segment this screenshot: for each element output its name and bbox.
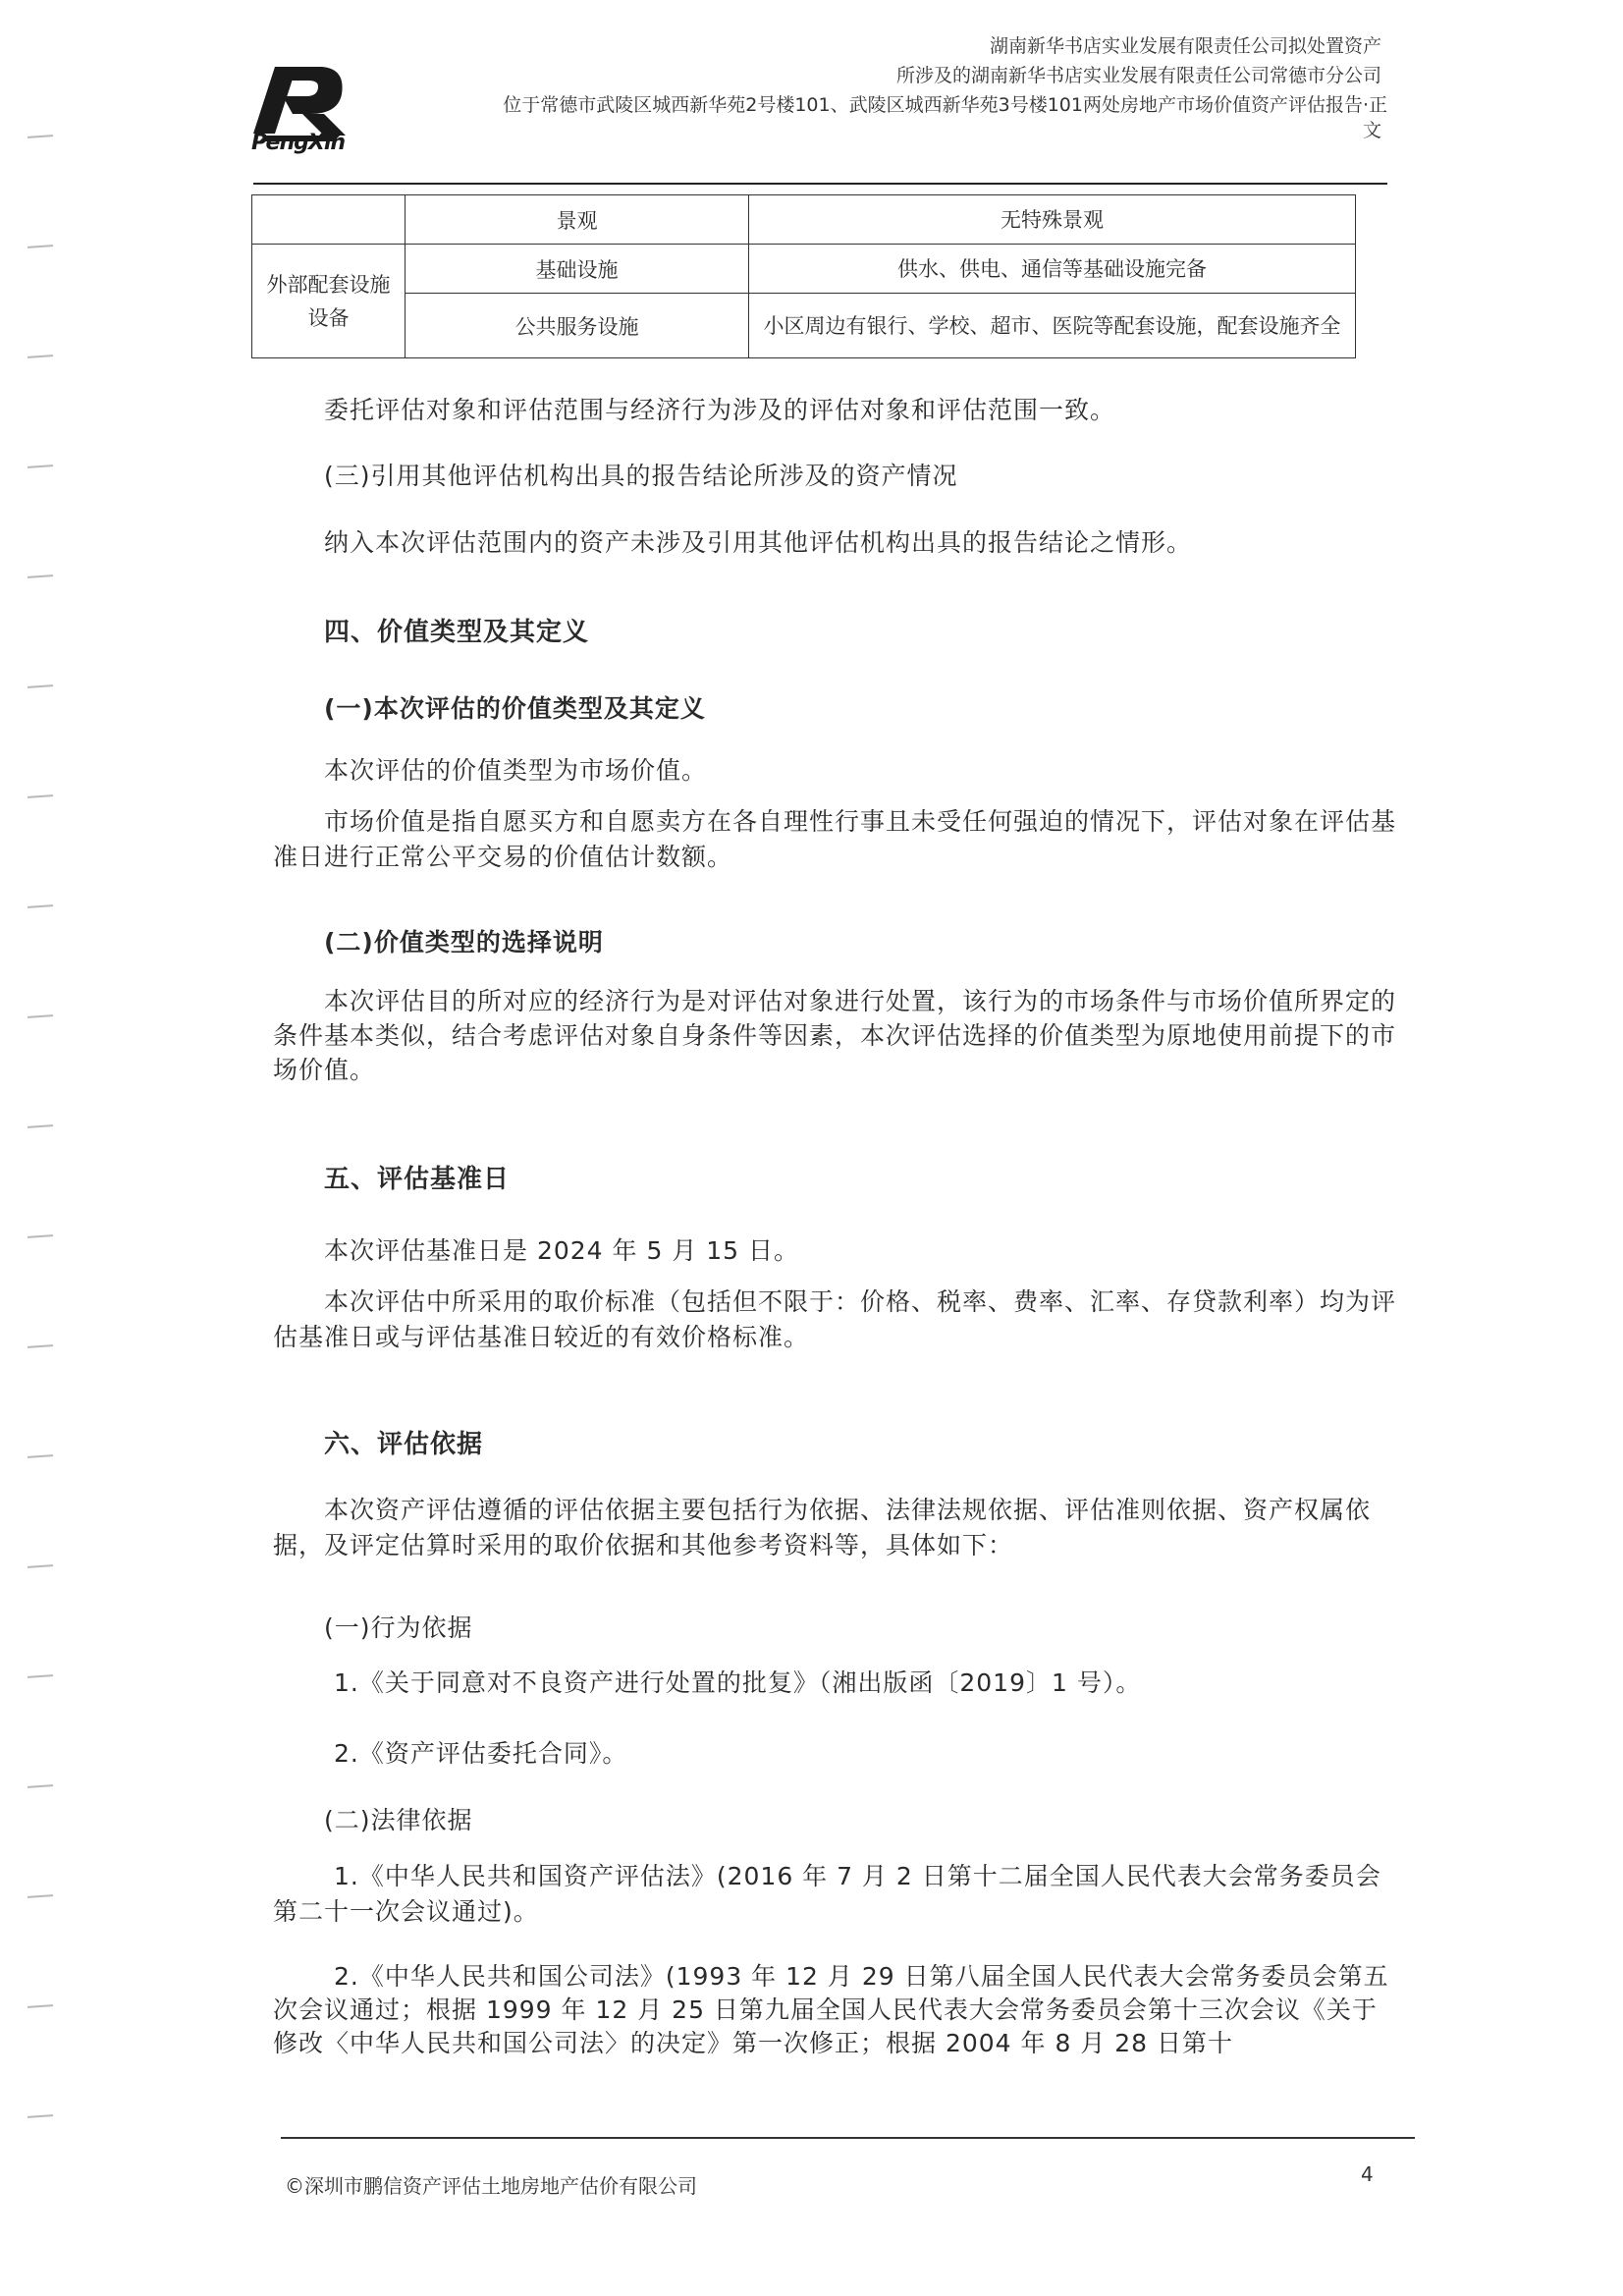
section-heading: 四、价值类型及其定义 <box>324 618 590 647</box>
header-line-3: 位于常德市武陵区城西新华苑2号楼101、武陵区城西新华苑3号楼101两处房地产市场价值资产评估报告·正 <box>503 94 1387 116</box>
table-cell-item: 景观 <box>406 195 749 245</box>
list-item: 1.《关于同意对不良资产进行处置的批复》（湘出版函〔2019〕1 号）。 <box>334 1668 1142 1697</box>
list-item: 2.《资产评估委托合同》。 <box>334 1739 628 1768</box>
subsection-heading: (二)价值类型的选择说明 <box>324 928 604 957</box>
table-cell-item: 基础设施 <box>406 245 749 294</box>
table-row <box>252 195 1356 245</box>
paragraph: 委托评估对象和评估范围与经济行为涉及的评估对象和评估范围一致。 <box>324 396 1116 424</box>
page-number: 4 <box>1361 2162 1374 2186</box>
table-cell-value: 无特殊景观 <box>749 195 1356 245</box>
paragraph: 本次评估的价值类型为市场价值。 <box>324 756 708 785</box>
paragraph: 本次评估基准日是 2024 年 5 月 15 日。 <box>324 1236 800 1265</box>
header-line-4: 文 <box>1362 120 1381 141</box>
paragraph: (三)引用其他评估机构出具的报告结论所涉及的资产情况 <box>324 462 958 490</box>
table-cell-value: 小区周边有银行、学校、超市、医院等配套设施，配套设施齐全 <box>749 294 1356 358</box>
paragraph: (二)法律依据 <box>324 1806 473 1834</box>
table-cell-group: 外部配套设施设备 <box>252 245 406 358</box>
paragraph: 本次评估中所采用的取价标准（包括但不限于：价格、税率、费率、汇率、存贷款利率）均为评估基准日或与评估基准日较近的有效价格标准。 <box>273 1287 1397 1351</box>
table-cell-empty <box>252 195 406 245</box>
paragraph: (一)行为依据 <box>324 1613 473 1642</box>
section-heading: 六、评估依据 <box>324 1430 484 1459</box>
logo-wordmark: PengXin <box>251 131 346 155</box>
subsection-heading: (一)本次评估的价值类型及其定义 <box>324 694 706 723</box>
table-row <box>252 294 1356 358</box>
list-item: 2.《中华人民共和国公司法》(1993 年 12 月 29 日第八届全国人民代表大会常务委员会第五次会议通过；根据 1999 年 12 月 25 日第九届全国人民代表大会常务委员会第十三次会议《关于修改〈中华人民共和国公司法〉的决定》第一次修正；根据 2004 年 8 月 28 日第十 <box>273 1962 1389 2057</box>
table-cell-item: 公共服务设施 <box>406 294 749 358</box>
paragraph: 纳入本次评估范围内的资产未涉及引用其他评估机构出具的报告结论之情形。 <box>324 528 1193 557</box>
paragraph: 本次资产评估遵循的评估依据主要包括行为依据、法律法规依据、评估准则依据、资产权属依据，及评定估算时采用的取价依据和其他参考资料等，具体如下： <box>273 1496 1372 1559</box>
footer-rule <box>281 2137 1415 2139</box>
table-row <box>252 245 1356 294</box>
margin-ticks <box>27 118 55 2229</box>
paragraph: 市场价值是指自愿买方和自愿卖方在各自理性行事且未受任何强迫的情况下，评估对象在评估基准日进行正常公平交易的价值估计数额。 <box>273 807 1397 871</box>
footer-company: ©深圳市鹏信资产评估土地房地产估价有限公司 <box>285 2174 697 2198</box>
paragraph: 本次评估目的所对应的经济行为是对评估对象进行处置，该行为的市场条件与市场价值所界定的条件基本类似，结合考虑评估对象自身条件等因素，本次评估选择的价值类型为原地使用前提下的市场价值。 <box>273 987 1397 1084</box>
header-line-2: 所涉及的湖南新华书店实业发展有限责任公司常德市分公司 <box>895 65 1381 86</box>
property-feature-table <box>251 194 1356 358</box>
header-line-1: 湖南新华书店实业发展有限责任公司拟处置资产 <box>989 35 1381 57</box>
table-cell-value: 供水、供电、通信等基础设施完备 <box>749 245 1356 294</box>
section-heading: 五、评估基准日 <box>324 1165 511 1194</box>
header-rule <box>253 183 1387 185</box>
list-item: 1.《中华人民共和国资产评估法》(2016 年 7 月 2 日第十二届全国人民代表大会常务委员会第二十一次会议通过)。 <box>273 1862 1381 1926</box>
